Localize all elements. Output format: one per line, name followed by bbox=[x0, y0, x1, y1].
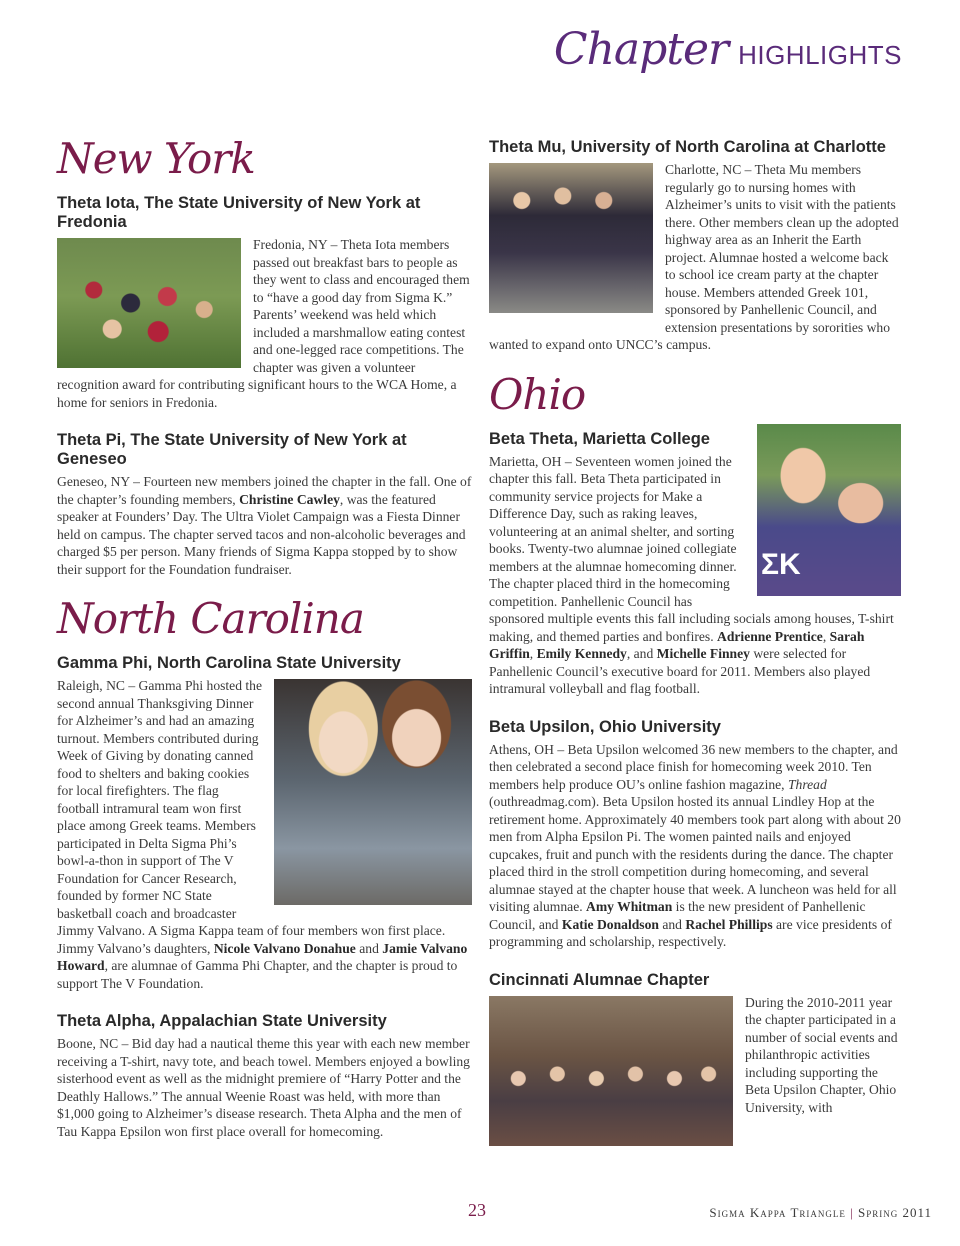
section-theta-pi bbox=[57, 431, 472, 578]
section-theta-mu bbox=[489, 138, 901, 354]
issue-name: Spring 2011 bbox=[857, 1205, 932, 1220]
text-run: are vice presidents of programming and scholarship, respectively. bbox=[489, 916, 892, 949]
page-footer bbox=[0, 1200, 960, 1224]
right-column bbox=[489, 138, 901, 1172]
chapter-body-beta-upsilon bbox=[489, 741, 901, 951]
chapter-body-theta-pi bbox=[57, 473, 472, 578]
text-run: Marietta, OH – Seventeen women joined the chapter this fall. Beta Theta participated in community service projects for Make a Difference Day, such as raking leaves, volunteering at an animal shelter, and sorting books. Twenty-two alumnae joined collegiate members at the alumnae homecoming dinner. The chapter placed third in the homecoming competition. Panhellenic Council has sponsored multiple events this fall including socials among houses, T-shirt making, and themed parties and bonfires. bbox=[489, 453, 894, 644]
page-number: 23 bbox=[468, 1200, 486, 1220]
magazine-title: Thread bbox=[787, 776, 827, 792]
sigma-kappa-letters: ΣK bbox=[761, 547, 801, 581]
publication-name: Sigma Kappa Triangle bbox=[709, 1205, 846, 1220]
chapter-title-theta-pi: Theta Pi, The State University of New York at Geneseo bbox=[57, 431, 407, 468]
chapter-title-theta-alpha: Theta Alpha, Appalachian State University bbox=[57, 1012, 387, 1030]
text-run: , and bbox=[626, 646, 657, 661]
member-name: Nicole Valvano Donahue bbox=[213, 940, 356, 956]
member-name: Emily Kennedy bbox=[536, 646, 627, 661]
state-heading-ohio: Ohio bbox=[489, 369, 586, 419]
photo-theta-iota-group bbox=[57, 238, 241, 368]
photo-theta-mu-group bbox=[489, 163, 653, 313]
header-script-word: Chapter bbox=[553, 24, 729, 75]
section-beta-upsilon bbox=[489, 718, 901, 951]
text-run: , are alumnae of Gamma Phi Chapter, and the chapter is proud to support The V Foundation. bbox=[57, 958, 458, 991]
chapter-body-theta-alpha: Boone, NC – Bid day had a nautical theme this year with each new member receiving a T-shirt, navy tote, and beach towel. Members enjoyed a bowling sisterhood event as well as the midnight premiere of “Harry Potter and the Deathly Hallows.” The annual Weenie Roast was held, with more than $1,000 going to Alzheimer’s disease research. Theta Alpha and the men of Tau Kappa Epsilon won first place overall for homecoming. bbox=[57, 1036, 470, 1139]
member-name: Michelle Finney bbox=[656, 646, 750, 661]
member-name: Amy Whitman bbox=[586, 899, 673, 914]
text-run: , was the featured speaker at Founders’ Day. The Ultra Violet Campaign was a Fiesta Dinner held on campus. The chapter served tacos and non-alcoholic beverages and charged $5 per person. Many friends of Sigma Kappa stopped by to show their support for the Foundation fundraiser. bbox=[57, 491, 466, 577]
state-heading-new-york: New York bbox=[57, 134, 255, 183]
section-beta-theta bbox=[489, 430, 901, 698]
header-caps-word: HIGHLIGHTS bbox=[738, 40, 902, 70]
photo-gamma-phi-members bbox=[274, 679, 472, 905]
text-run: , bbox=[529, 646, 537, 661]
section-theta-iota bbox=[57, 194, 472, 411]
section-cincinnati bbox=[489, 971, 901, 1152]
text-run: and bbox=[658, 916, 686, 932]
chapter-body-theta-mu: Charlotte, NC – Theta Mu members regularly go to nursing homes with Alzheimer’s units to visit with the patients there. Other members clean up the adopted highway area as an Inherit the Earth project. Alumnae hosted a welcome back to school ice cream party at the chapter house. Members attended Greek 101, sponsored by Panhellenic Council, and extension presentations by sororities who wanted to expand onto UNCC’s campus. bbox=[489, 162, 899, 352]
chapter-title-beta-theta: Beta Theta, Marietta College bbox=[489, 429, 710, 448]
member-name: Rachel Phillips bbox=[685, 916, 773, 932]
state-heading-north-carolina: North Carolina bbox=[57, 594, 364, 643]
photo-cincinnati-alumnae bbox=[489, 996, 733, 1146]
member-name: Jamie Valvano Howard bbox=[57, 940, 468, 973]
section-gamma-phi bbox=[57, 654, 472, 992]
section-theta-alpha bbox=[57, 1012, 472, 1140]
page-header bbox=[554, 24, 902, 75]
footer-publication bbox=[709, 1205, 932, 1221]
text-run: is the new president of Panhellenic Council, and bbox=[489, 899, 866, 932]
chapter-body-cincinnati: During the 2010-2011 year the chapter participated in a number of social events and philanthropic activities including supporting the Beta Upsilon Chapter, Ohio University, with bbox=[745, 994, 898, 1115]
text-run: Geneseo, NY – Fourteen new members joined the chapter in the fall. One of the chapter’s founding members, bbox=[57, 474, 472, 507]
member-name: Katie Donaldson bbox=[561, 916, 659, 932]
text-run: (outhreadmag.com). Beta Upsilon hosted its annual Lindley Hop at the retirement home. Approximately 40 members took part along with about 20 men from Alpha Epsilon Pi. The women painted nails and enjoyed cupcakes, fruit and punch with the residents during the dance. The chapter placed third in the stroll competition during homecoming, and several alumnae stayed at the chapter house that week. A luncheon was held for all visiting alumnae. bbox=[489, 794, 901, 914]
photo-beta-theta-members bbox=[757, 424, 901, 596]
member-name: Sarah Griffin bbox=[489, 628, 865, 661]
chapter-title-beta-upsilon: Beta Upsilon, Ohio University bbox=[489, 717, 721, 736]
chapter-body-theta-iota: Fredonia, NY – Theta Iota members passed out breakfast bars to people as they went to class and encouraged them to “have a good day from Sigma K.” Parents’ weekend was held which included a marshmallow eating contest and one-legged race competitions. The chapter was given a volunteer recognition award for contributing significant hours to the WCA Home, a home for seniors in Fredonia. bbox=[57, 237, 470, 410]
footer-separator: | bbox=[845, 1205, 858, 1220]
chapter-title-gamma-phi: Gamma Phi, North Carolina State University bbox=[57, 654, 401, 672]
text-run: and bbox=[355, 940, 383, 956]
chapter-title-theta-mu: Theta Mu, University of North Carolina at Charlotte bbox=[489, 138, 886, 156]
left-column bbox=[57, 134, 472, 1160]
text-run: , bbox=[822, 628, 830, 644]
chapter-title-theta-iota: Theta Iota, The State University of New York at Fredonia bbox=[57, 194, 421, 231]
text-run: Raleigh, NC – Gamma Phi hosted the second annual Thanksgiving Dinner for Alzheimer’s and had an amazing turnout. Members contributed during Week of Giving by donating canned food to shelters and baking cookies for local firefighters. The flag football intramural team won first place among Greek teams. Members participated in Delta Sigma Phi’s bowl-a-thon in support of The V Foundation for Cancer Research, founded by former NC State basketball coach and broadcaster Jimmy Valvano. A Sigma Kappa team of four members won first place. Jimmy Valvano’s daughters, bbox=[57, 678, 446, 956]
text-run: Athens, OH – Beta Upsilon welcomed 36 new members to the chapter, and then celebrated a second place finish for homecoming week 2010. Ten members help produce OU’s online fashion magazine, bbox=[489, 741, 898, 792]
member-name: Adrienne Prentice bbox=[717, 628, 823, 644]
chapter-title-cincinnati: Cincinnati Alumnae Chapter bbox=[489, 970, 710, 989]
text-run: were selected for Panhellenic Council’s executive board for 2011. Members also played intramural volleyball and flag football. bbox=[489, 646, 871, 696]
member-name: Christine Cawley bbox=[239, 491, 340, 507]
